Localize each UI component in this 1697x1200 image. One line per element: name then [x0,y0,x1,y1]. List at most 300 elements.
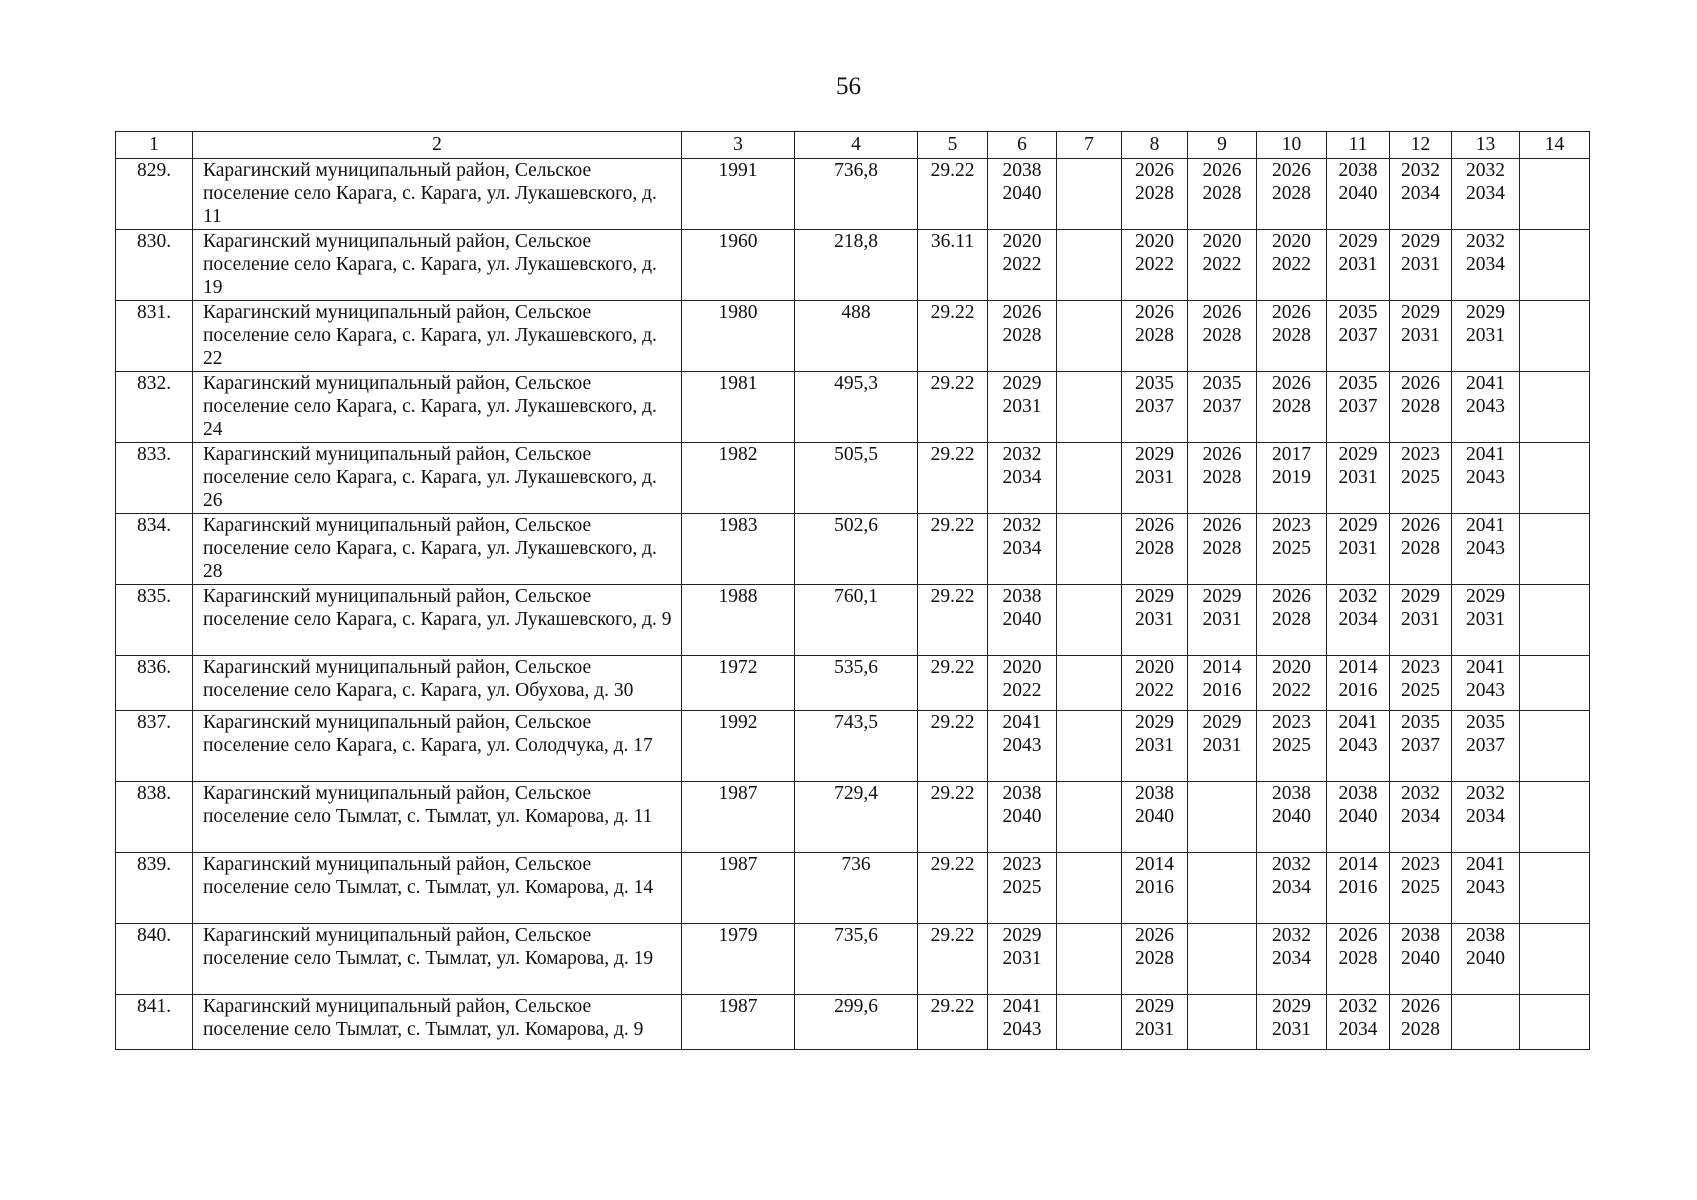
start-year: 2038 [1002,586,1042,607]
end-year: 2037 [1466,735,1505,756]
area-cell: 218,8 [795,230,918,301]
year-range-cell-10 [1257,924,1327,995]
year-range-cell-12 [1390,924,1452,995]
start-year: 2041 [1002,712,1042,733]
year-range-cell-7 [1057,514,1122,585]
area-cell: 729,4 [795,782,918,853]
address-cell: Карагинский муниципальный район, Сельское поселение село Карага, с. Карага, ул. Лукашевского, д. 22 [193,301,682,372]
table-row [116,443,1590,514]
end-year: 2028 [1272,609,1311,630]
column-number-header: 13 [1452,132,1520,159]
end-year: 2025 [1272,735,1311,756]
code-cell: 29.22 [918,853,988,924]
start-year: 2026 [1272,373,1311,394]
start-year: 2041 [1466,657,1505,678]
year-range-cell-6 [988,924,1057,995]
end-year: 2040 [1466,948,1505,969]
year-range-cell-8 [1122,656,1188,711]
area-cell: 535,6 [795,656,918,711]
start-year: 2035 [1338,302,1378,323]
start-year: 2041 [1466,444,1505,465]
year-range-cell-9 [1188,585,1257,656]
end-year: 2022 [1202,254,1242,275]
end-year: 2028 [1135,183,1174,204]
end-year: 2031 [1401,325,1440,346]
year-range-cell-7 [1057,711,1122,782]
year-range-cell-8 [1122,711,1188,782]
address-cell: Карагинский муниципальный район, Сельское поселение село Тымлат, с. Тымлат, ул. Комарова, д. 19 [193,924,682,995]
start-year: 2020 [1002,657,1042,678]
year-range-cell-10 [1257,585,1327,656]
area-cell: 743,5 [795,711,918,782]
start-year: 2041 [1002,996,1042,1017]
start-year: 2035 [1202,373,1242,394]
build-year-cell: 1992 [682,711,795,782]
year-range-cell-12 [1390,230,1452,301]
code-cell: 29.22 [918,372,988,443]
year-range-cell-14 [1520,782,1590,853]
address-cell: Карагинский муниципальный район, Сельское поселение село Карага, с. Карага, ул. Лукашевского, д. 26 [193,443,682,514]
year-range-cell-11 [1327,995,1390,1050]
row-number-cell: 831. [116,301,193,372]
year-range-cell-10 [1257,159,1327,230]
year-range-cell-9 [1188,443,1257,514]
column-number-header: 9 [1188,132,1257,159]
year-range-cell-7 [1057,924,1122,995]
start-year: 2029 [1338,515,1378,536]
area-cell: 495,3 [795,372,918,443]
end-year: 2037 [1401,735,1440,756]
year-range-cell-8 [1122,372,1188,443]
year-range-cell-14 [1520,995,1590,1050]
year-range-cell-8 [1122,782,1188,853]
start-year: 2029 [1272,996,1311,1017]
start-year: 2014 [1202,657,1242,678]
year-range-cell-14 [1520,711,1590,782]
year-range-cell-6 [988,782,1057,853]
end-year: 2037 [1338,396,1378,417]
end-year: 2022 [1135,680,1174,701]
end-year: 2031 [1135,735,1174,756]
address-cell: Карагинский муниципальный район, Сельское поселение село Карага, с. Карага, ул. Лукашевского, д. 11 [193,159,682,230]
row-number-cell: 839. [116,853,193,924]
year-range-cell-13 [1452,656,1520,711]
start-year: 2017 [1272,444,1311,465]
column-number-header: 8 [1122,132,1188,159]
year-range-cell-12 [1390,301,1452,372]
code-cell: 36.11 [918,230,988,301]
start-year: 2020 [1272,657,1311,678]
start-year: 2032 [1338,996,1378,1017]
row-number-cell: 840. [116,924,193,995]
end-year: 2028 [1272,396,1311,417]
end-year: 2031 [1135,1019,1174,1040]
end-year: 2016 [1338,877,1378,898]
start-year: 2038 [1338,160,1378,181]
year-range-cell-11 [1327,853,1390,924]
year-range-cell-12 [1390,372,1452,443]
code-cell: 29.22 [918,711,988,782]
year-range-cell-9 [1188,514,1257,585]
year-range-cell-12 [1390,782,1452,853]
end-year: 2043 [1466,467,1505,488]
build-year-cell: 1987 [682,995,795,1050]
end-year: 2016 [1135,877,1174,898]
year-range-cell-9 [1188,711,1257,782]
start-year: 2026 [1135,515,1174,536]
address-cell: Карагинский муниципальный район, Сельское поселение село Тымлат, с. Тымлат, ул. Комарова, д. 11 [193,782,682,853]
start-year: 2035 [1401,712,1440,733]
start-year: 2029 [1338,444,1378,465]
end-year: 2025 [1272,538,1311,559]
year-range-cell-14 [1520,585,1590,656]
year-range-cell-13 [1452,782,1520,853]
column-number-header: 10 [1257,132,1327,159]
start-year: 2035 [1135,373,1174,394]
end-year: 2016 [1202,680,1242,701]
year-range-cell-12 [1390,514,1452,585]
end-year: 2043 [1466,538,1505,559]
year-range-cell-14 [1520,301,1590,372]
start-year: 2029 [1002,373,1042,394]
column-number-header: 5 [918,132,988,159]
end-year: 2034 [1002,467,1042,488]
end-year: 2025 [1401,680,1440,701]
start-year: 2026 [1272,160,1311,181]
year-range-cell-12 [1390,711,1452,782]
row-number-cell: 834. [116,514,193,585]
build-year-cell: 1980 [682,301,795,372]
address-cell: Карагинский муниципальный район, Сельское поселение село Карага, с. Карага, ул. Лукашевского, д. 24 [193,372,682,443]
address-cell: Карагинский муниципальный район, Сельское поселение село Карага, с. Карага, ул. Обухова, д. 30 [193,656,682,711]
start-year: 2029 [1338,231,1378,252]
end-year: 2040 [1338,183,1378,204]
start-year: 2020 [1135,657,1174,678]
year-range-cell-10 [1257,656,1327,711]
end-year: 2022 [1002,680,1042,701]
year-range-cell-8 [1122,230,1188,301]
start-year: 2023 [1272,712,1311,733]
start-year: 2032 [1466,783,1505,804]
year-range-cell-12 [1390,656,1452,711]
start-year: 2023 [1272,515,1311,536]
build-year-cell: 1991 [682,159,795,230]
start-year: 2038 [1002,783,1042,804]
column-number-header: 3 [682,132,795,159]
column-number-header: 14 [1520,132,1590,159]
start-year: 2023 [1002,854,1042,875]
year-range-cell-12 [1390,443,1452,514]
year-range-cell-14 [1520,230,1590,301]
build-year-cell: 1979 [682,924,795,995]
area-cell: 488 [795,301,918,372]
year-range-cell-6 [988,372,1057,443]
start-year: 2026 [1202,302,1242,323]
area-cell: 736,8 [795,159,918,230]
start-year: 2026 [1338,925,1378,946]
start-year: 2032 [1401,783,1440,804]
start-year: 2029 [1135,444,1174,465]
year-range-cell-8 [1122,995,1188,1050]
year-range-cell-11 [1327,230,1390,301]
end-year: 2034 [1338,1019,1378,1040]
year-range-cell-9 [1188,372,1257,443]
end-year: 2028 [1202,325,1242,346]
year-range-cell-9 [1188,995,1257,1050]
code-cell: 29.22 [918,514,988,585]
table-row [116,995,1590,1050]
year-range-cell-6 [988,853,1057,924]
year-range-cell-10 [1257,443,1327,514]
code-cell: 29.22 [918,924,988,995]
year-range-cell-13 [1452,585,1520,656]
start-year: 2029 [1135,586,1174,607]
start-year: 2026 [1202,444,1242,465]
row-number-cell: 833. [116,443,193,514]
column-number-header: 7 [1057,132,1122,159]
end-year: 2034 [1401,806,1440,827]
end-year: 2043 [1338,735,1378,756]
end-year: 2031 [1401,609,1440,630]
build-year-cell: 1960 [682,230,795,301]
start-year: 2026 [1135,302,1174,323]
start-year: 2026 [1401,515,1440,536]
year-range-cell-10 [1257,782,1327,853]
row-number-cell: 829. [116,159,193,230]
end-year: 2040 [1002,609,1042,630]
year-range-cell-8 [1122,301,1188,372]
end-year: 2034 [1002,538,1042,559]
start-year: 2026 [1401,996,1440,1017]
start-year: 2029 [1401,586,1440,607]
start-year: 2032 [1002,444,1042,465]
end-year: 2040 [1135,806,1174,827]
end-year: 2028 [1202,183,1242,204]
build-year-cell: 1987 [682,853,795,924]
table-body [116,159,1590,1050]
start-year: 2029 [1466,586,1505,607]
start-year: 2014 [1338,657,1378,678]
start-year: 2026 [1135,925,1174,946]
year-range-cell-6 [988,443,1057,514]
end-year: 2022 [1135,254,1174,275]
end-year: 2028 [1202,467,1242,488]
year-range-cell-10 [1257,372,1327,443]
year-range-cell-8 [1122,853,1188,924]
start-year: 2020 [1272,231,1311,252]
end-year: 2028 [1272,325,1311,346]
end-year: 2031 [1135,609,1174,630]
end-year: 2037 [1202,396,1242,417]
year-range-cell-11 [1327,443,1390,514]
end-year: 2043 [1002,1019,1042,1040]
area-cell: 505,5 [795,443,918,514]
build-year-cell: 1981 [682,372,795,443]
end-year: 2043 [1002,735,1042,756]
start-year: 2032 [1338,586,1378,607]
table-row [116,372,1590,443]
year-range-cell-10 [1257,301,1327,372]
end-year: 2028 [1202,538,1242,559]
end-year: 2031 [1338,467,1378,488]
page-number: 56 [836,73,861,100]
start-year: 2026 [1135,160,1174,181]
row-number-cell: 838. [116,782,193,853]
start-year: 2032 [1002,515,1042,536]
start-year: 2014 [1338,854,1378,875]
address-cell: Карагинский муниципальный район, Сельское поселение село Карага, с. Карага, ул. Лукашевского, д. 9 [193,585,682,656]
end-year: 2037 [1135,396,1174,417]
year-range-cell-14 [1520,656,1590,711]
end-year: 2031 [1135,467,1174,488]
end-year: 2022 [1272,680,1311,701]
address-cell: Карагинский муниципальный район, Сельское поселение село Карага, с. Карага, ул. Солодчука, д. 17 [193,711,682,782]
build-year-cell: 1988 [682,585,795,656]
start-year: 2026 [1202,160,1242,181]
end-year: 2025 [1401,467,1440,488]
address-cell: Карагинский муниципальный район, Сельское поселение село Тымлат, с. Тымлат, ул. Комарова, д. 14 [193,853,682,924]
start-year: 2032 [1272,925,1311,946]
year-range-cell-9 [1188,853,1257,924]
start-year: 2020 [1002,231,1042,252]
start-year: 2020 [1135,231,1174,252]
table-row [116,782,1590,853]
start-year: 2029 [1202,712,1242,733]
code-cell: 29.22 [918,443,988,514]
end-year: 2043 [1466,877,1505,898]
table-row [116,301,1590,372]
end-year: 2028 [1272,183,1311,204]
start-year: 2041 [1466,515,1505,536]
end-year: 2025 [1401,877,1440,898]
year-range-cell-9 [1188,782,1257,853]
end-year: 2028 [1135,325,1174,346]
row-number-cell: 836. [116,656,193,711]
end-year: 2022 [1272,254,1311,275]
start-year: 2032 [1466,231,1505,252]
start-year: 2038 [1338,783,1378,804]
area-cell: 299,6 [795,995,918,1050]
end-year: 2031 [1401,254,1440,275]
year-range-cell-10 [1257,853,1327,924]
end-year: 2022 [1002,254,1042,275]
table-header [116,132,1590,159]
year-range-cell-7 [1057,995,1122,1050]
year-range-cell-6 [988,585,1057,656]
start-year: 2023 [1401,657,1440,678]
start-year: 2026 [1002,302,1042,323]
start-year: 2035 [1338,373,1378,394]
year-range-cell-8 [1122,585,1188,656]
start-year: 2041 [1338,712,1378,733]
start-year: 2041 [1466,854,1505,875]
year-range-cell-9 [1188,301,1257,372]
end-year: 2037 [1338,325,1378,346]
end-year: 2040 [1272,806,1311,827]
start-year: 2023 [1401,854,1440,875]
year-range-cell-9 [1188,159,1257,230]
year-range-cell-10 [1257,230,1327,301]
year-range-cell-9 [1188,924,1257,995]
year-range-cell-13 [1452,853,1520,924]
year-range-cell-6 [988,159,1057,230]
year-range-cell-6 [988,514,1057,585]
end-year: 2034 [1466,183,1505,204]
column-number-header: 2 [193,132,682,159]
start-year: 2038 [1466,925,1505,946]
start-year: 2029 [1401,302,1440,323]
end-year: 2034 [1466,806,1505,827]
year-range-cell-8 [1122,159,1188,230]
column-number-row [116,132,1590,159]
code-cell: 29.22 [918,656,988,711]
year-range-cell-7 [1057,230,1122,301]
end-year: 2031 [1338,254,1378,275]
year-range-cell-13 [1452,372,1520,443]
end-year: 2040 [1002,183,1042,204]
year-range-cell-7 [1057,656,1122,711]
start-year: 2029 [1401,231,1440,252]
end-year: 2028 [1135,538,1174,559]
start-year: 2029 [1466,302,1505,323]
end-year: 2016 [1338,680,1378,701]
year-range-cell-11 [1327,924,1390,995]
end-year: 2031 [1002,948,1042,969]
year-range-cell-14 [1520,924,1590,995]
year-range-cell-8 [1122,443,1188,514]
start-year: 2029 [1135,712,1174,733]
start-year: 2029 [1135,996,1174,1017]
area-cell: 736 [795,853,918,924]
year-range-cell-11 [1327,656,1390,711]
row-number-cell: 837. [116,711,193,782]
row-number-cell: 835. [116,585,193,656]
year-range-cell-11 [1327,711,1390,782]
end-year: 2043 [1466,396,1505,417]
table-row [116,230,1590,301]
year-range-cell-10 [1257,711,1327,782]
table-row [116,711,1590,782]
code-cell: 29.22 [918,159,988,230]
row-number-cell: 830. [116,230,193,301]
year-range-cell-12 [1390,159,1452,230]
start-year: 2020 [1202,231,1242,252]
table-row [116,585,1590,656]
year-range-cell-11 [1327,301,1390,372]
start-year: 2041 [1466,373,1505,394]
column-number-header: 6 [988,132,1057,159]
year-range-cell-9 [1188,656,1257,711]
build-year-cell: 1983 [682,514,795,585]
column-number-header: 12 [1390,132,1452,159]
year-range-cell-12 [1390,995,1452,1050]
year-range-cell-13 [1452,924,1520,995]
start-year: 2035 [1466,712,1505,733]
end-year: 2031 [1002,396,1042,417]
address-cell: Карагинский муниципальный район, Сельское поселение село Карага, с. Карага, ул. Лукашевского, д. 28 [193,514,682,585]
table-row [116,853,1590,924]
year-range-cell-13 [1452,711,1520,782]
table-row [116,924,1590,995]
year-range-cell-7 [1057,585,1122,656]
table-row [116,159,1590,230]
end-year: 2025 [1002,877,1042,898]
area-cell: 735,6 [795,924,918,995]
year-range-cell-6 [988,995,1057,1050]
year-range-cell-12 [1390,853,1452,924]
year-range-cell-13 [1452,443,1520,514]
area-cell: 760,1 [795,585,918,656]
